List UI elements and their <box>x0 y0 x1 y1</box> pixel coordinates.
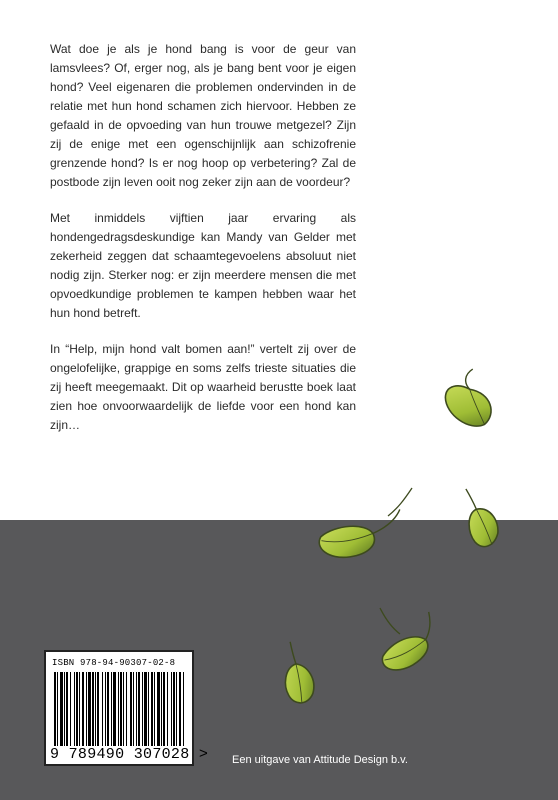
barcode-bar <box>60 672 63 746</box>
barcode-bar <box>161 672 162 746</box>
barcode-bar <box>171 672 172 746</box>
barcode-bar <box>70 672 71 746</box>
barcode-bar <box>105 672 106 746</box>
barcode-bar <box>151 672 153 746</box>
barcode-bar <box>111 672 112 746</box>
barcode-bar <box>120 672 122 746</box>
isbn-barcode <box>44 650 209 766</box>
barcode-bar <box>79 672 80 746</box>
barcode-bars-graphic <box>52 672 188 746</box>
blurb-paragraph-3: In “Help, mijn hond valt bomen aan!” vertelt zij over de ongelofelijke, grappige en soms zelfs trieste situaties die zij heeft meegemaakt. Dit op waarheid berustte boek laat zien hoe onvoorwaardelijk de liefde voor een hond kan zijn… <box>50 342 356 432</box>
barcode-bar <box>66 672 68 746</box>
barcode-bar <box>130 672 132 746</box>
barcode-bars <box>52 672 188 746</box>
barcode-bar <box>133 672 134 746</box>
barcode-bar <box>82 672 84 746</box>
barcode-bar <box>92 672 94 746</box>
barcode-bar <box>88 672 91 746</box>
barcode-bar <box>154 672 155 746</box>
blurb-paragraph-1: Wat doe je als je hond bang is voor de geur van lamsvlees? Of, erger nog, als je bang bent voor je eigen hond? Veel eigenaren die problemen ondervinden in de relatie met hun hond schamen zich hiervoor. Hebben ze gefaald in de opvoeding van hun trouwe metgezel? Zijn zij de enige met een ogenschijnlijk aan schizofrenie grenzende hond? Is er nog hoop op verbetering? Zal de postbode zijn leven ooit nog zeker zijn aan de voordeur? <box>50 42 356 189</box>
barcode-bar <box>183 672 184 746</box>
barcode-bar <box>74 672 75 746</box>
barcode-bar <box>148 672 149 746</box>
barcode-bar <box>173 672 175 746</box>
blurb-paragraph-2: Met inmiddels vijftien jaar ervaring als hondengedragsdeskundige kan Mandy van Gelder met zekerheid zeggen dat schaamtegevoelens absoluut niet nodig zijn. Sterker nog: er zijn meerdere mensen die met opvoedkundige problemen te kampen hebben waar het hun hond betreft. <box>50 211 356 320</box>
barcode-bar <box>102 672 103 746</box>
barcode-bar <box>157 672 160 746</box>
barcode-bar <box>142 672 143 746</box>
barcode-bar <box>138 672 140 746</box>
barcode-bar <box>176 672 177 746</box>
blurb-text <box>50 40 356 452</box>
barcode-bar <box>118 672 119 746</box>
barcode-bar <box>167 672 168 746</box>
barcode-bar <box>179 672 181 746</box>
barcode-bar <box>54 672 56 746</box>
barcode-bar <box>113 672 116 746</box>
barcode-bar <box>95 672 96 746</box>
barcode-digits: 9 789490 307028 > <box>50 746 209 763</box>
publisher-credit: Een uitgave van Attitude Design b.v. <box>232 754 408 766</box>
barcode-bar <box>163 672 165 746</box>
barcode-bar <box>57 672 58 746</box>
barcode-bar <box>64 672 65 746</box>
barcode-bar <box>86 672 87 746</box>
isbn-label: ISBN 978-94-90307-02-8 <box>52 658 176 668</box>
barcode-bar <box>76 672 78 746</box>
barcode-bar <box>144 672 147 746</box>
barcode-bar <box>107 672 109 746</box>
barcode-bar <box>126 672 127 746</box>
barcode-bar <box>123 672 124 746</box>
barcode-bar <box>97 672 99 746</box>
barcode-bar <box>136 672 137 746</box>
